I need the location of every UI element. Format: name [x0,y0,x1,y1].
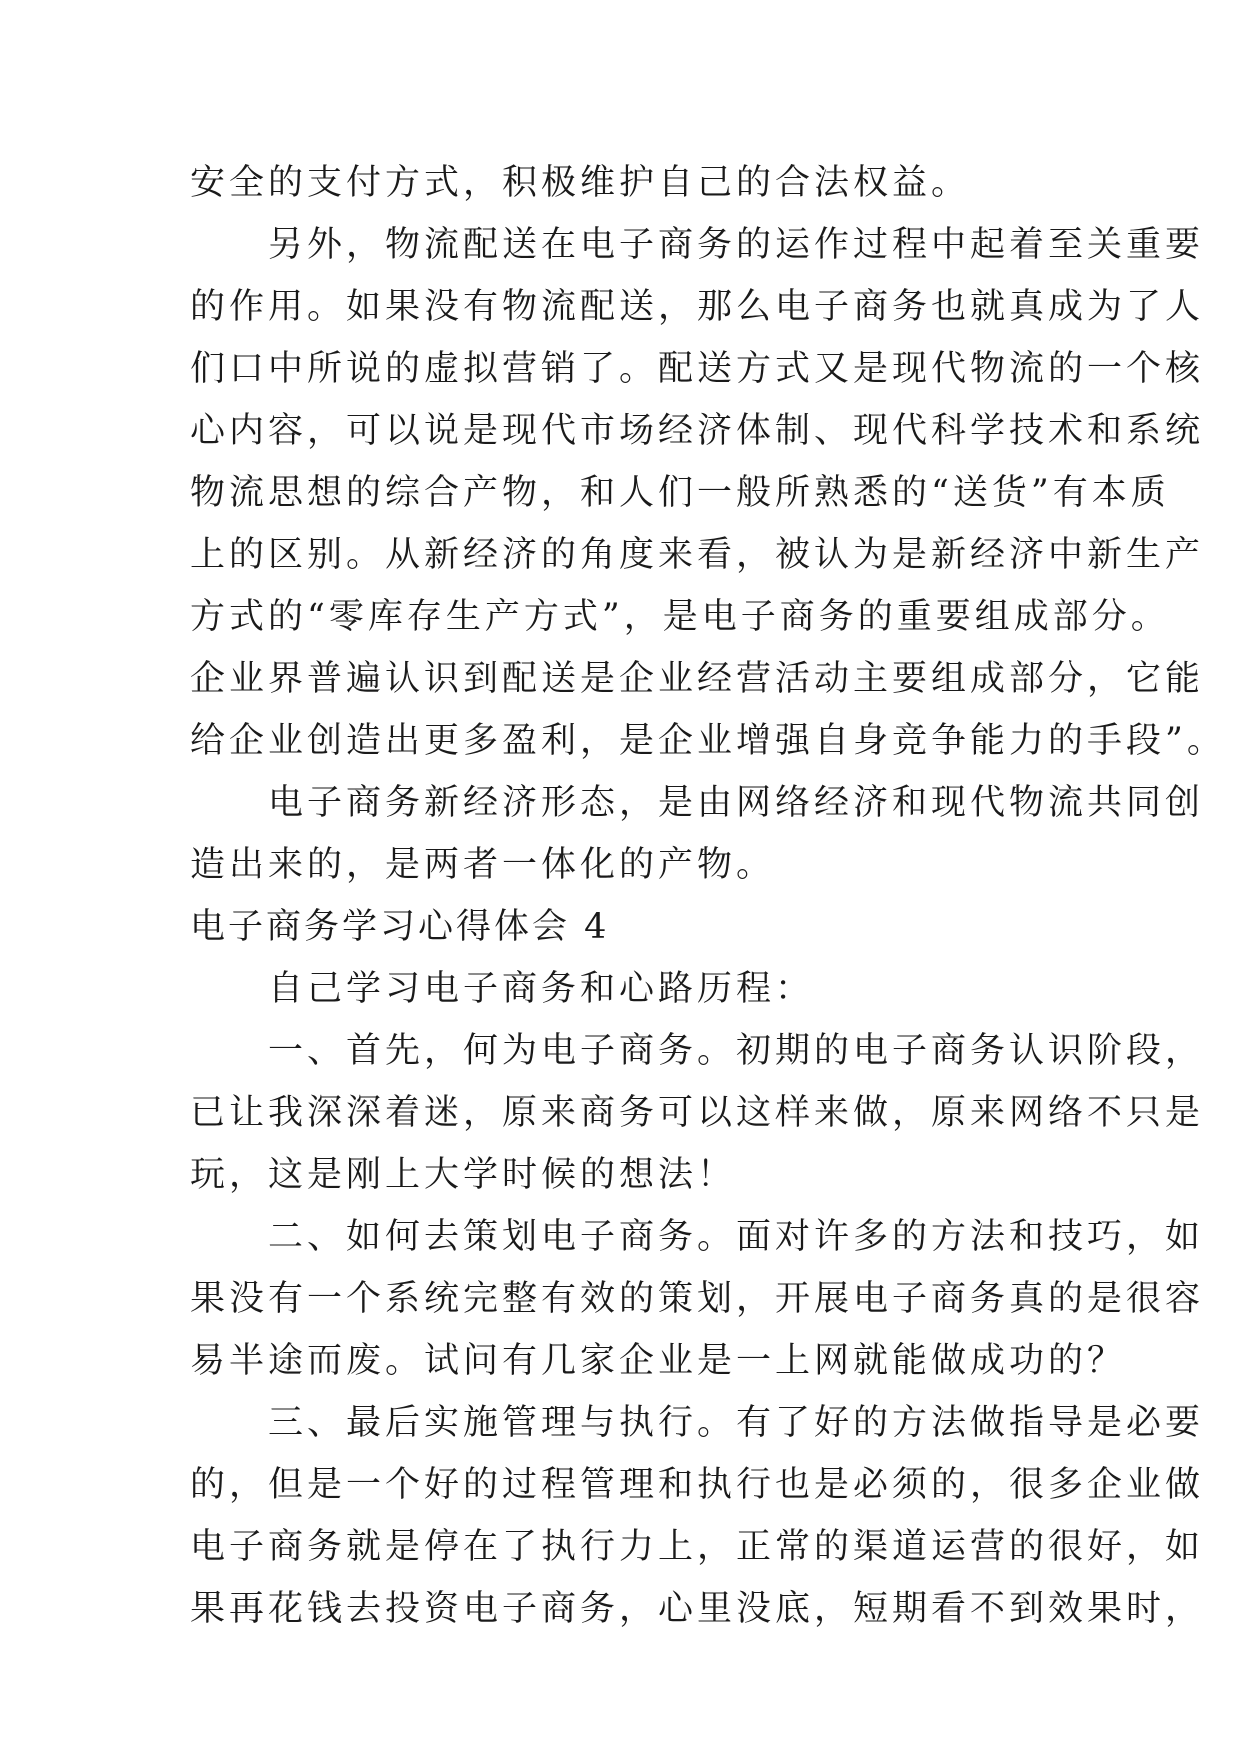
text-line: 上的区别。从新经济的角度来看，被认为是新经济中新生产 [190,535,1205,575]
text-line: 果没有一个系统完整有效的策划，开展电子商务真的是很容 [190,1279,1205,1319]
text-line: 果再花钱去投资电子商务，心里没底，短期看不到效果时， [190,1589,1205,1629]
document-body [190,152,1226,1640]
text-line: 的作用。如果没有物流配送，那么电子商务也就真成为了人 [190,287,1205,327]
text-line: 企业界普遍认识到配送是企业经营活动主要组成部分，它能 [190,659,1205,699]
section-heading: 电子商务学习心得体会 4 [190,907,610,947]
text-line: 物流思想的综合产物，和人们一般所熟悉的“送货”有本质 [190,473,1170,513]
text-line: 电子商务就是停在了执行力上，正常的渠道运营的很好，如 [190,1527,1205,1567]
paragraph-first-line: 自己学习电子商务和心路历程： [268,969,815,1009]
text-line: 心内容，可以说是现代市场经济体制、现代科学技术和系统 [190,411,1205,451]
text-line: 安全的支付方式，积极维护自己的合法权益。 [190,163,971,203]
text-line: 造出来的，是两者一体化的产物。 [190,845,776,885]
text-line: 已让我深深着迷，原来商务可以这样来做，原来网络不只是 [190,1093,1205,1133]
paragraph-first-line: 一、首先，何为电子商务。初期的电子商务认识阶段， [268,1031,1205,1071]
text-line: 们口中所说的虚拟营销了。配送方式又是现代物流的一个核 [190,349,1205,389]
text-line: 的，但是一个好的过程管理和执行也是必须的，很多企业做 [190,1465,1205,1505]
paragraph-first-line: 三、最后实施管理与执行。有了好的方法做指导是必要 [268,1403,1205,1443]
text-line: 易半途而废。试问有几家企业是一上网就能做成功的？ [190,1341,1127,1381]
paragraph-first-line: 电子商务新经济形态，是由网络经济和现代物流共同创 [268,783,1205,823]
paragraph-first-line: 二、如何去策划电子商务。面对许多的方法和技巧，如 [268,1217,1205,1257]
text-line: 给企业创造出更多盈利，是企业增强自身竞争能力的手段”。 [190,721,1226,761]
text-line: 玩，这是刚上大学时候的想法！ [190,1155,737,1195]
text-line: 方式的“零库存生产方式”，是电子商务的重要组成部分。 [190,597,1170,637]
paragraph-first-line: 另外，物流配送在电子商务的运作过程中起着至关重要 [268,225,1205,265]
